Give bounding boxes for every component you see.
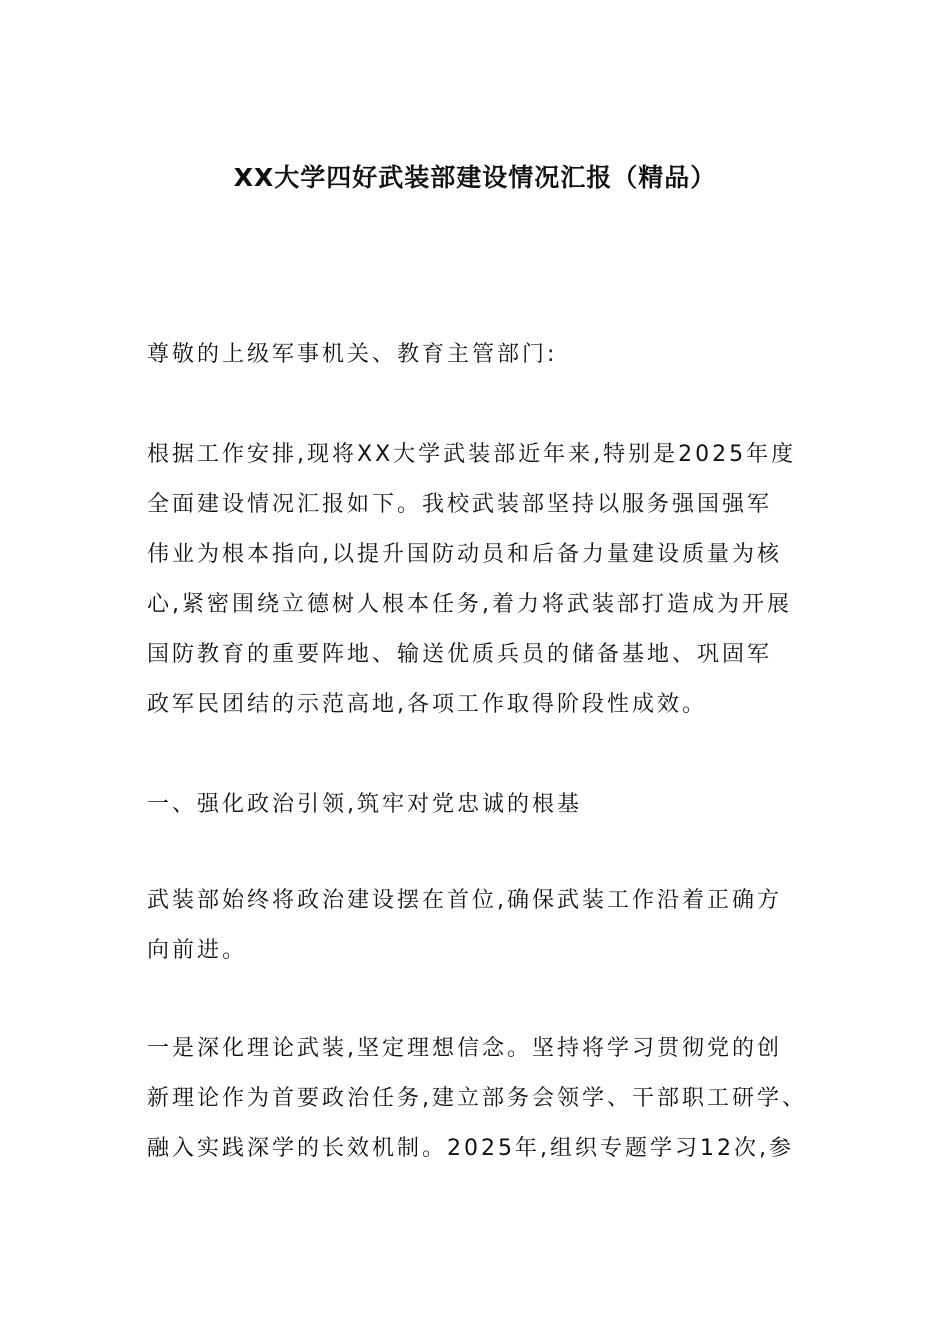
- paragraph-line: 融入实践深学的长效机制。2025年,组织专题学习12次,参: [147, 1136, 794, 1161]
- paragraph-line: 政军民团结的示范高地,各项工作取得阶段性成效。: [147, 692, 707, 717]
- section-heading: [147, 780, 812, 830]
- paragraph-line: 武装部始终将政治建设摆在首位,确保武装工作沿着正确方: [147, 888, 782, 913]
- paragraph-line: 新理论作为首要政治任务,建立部务会领学、干部职工研学、: [147, 1086, 807, 1111]
- paragraph-line: 根据工作安排,现将XX大学武装部近年来,特别是2025年度: [147, 442, 797, 467]
- intro-paragraph: [147, 430, 812, 730]
- salutation-text: 尊敬的上级军事机关、教育主管部门:: [147, 342, 558, 367]
- section-paragraph: [147, 876, 812, 976]
- paragraph-line: 心,紧密围绕立德树人根本任务,着力将武装部打造成为开展: [147, 592, 792, 617]
- paragraph-line: 伟业为根本指向,以提升国防动员和后备力量建设质量为核: [147, 542, 782, 567]
- section-paragraph: [147, 1024, 812, 1174]
- paragraph-line: 全面建设情况汇报如下。我校武装部坚持以服务强国强军: [147, 492, 773, 517]
- paragraph-line: 一是深化理论武装,坚定理想信念。坚持将学习贯彻党的创: [147, 1036, 782, 1061]
- document-title: XX大学四好武装部建设情况汇报（精品）: [233, 163, 717, 192]
- paragraph-line: 国防教育的重要阵地、输送优质兵员的储备基地、巩固军: [147, 642, 773, 667]
- section-heading-text: 一、强化政治引领,筑牢对党忠诚的根基: [147, 792, 582, 817]
- paragraph-line: 向前进。: [147, 938, 248, 963]
- salutation: [147, 330, 812, 380]
